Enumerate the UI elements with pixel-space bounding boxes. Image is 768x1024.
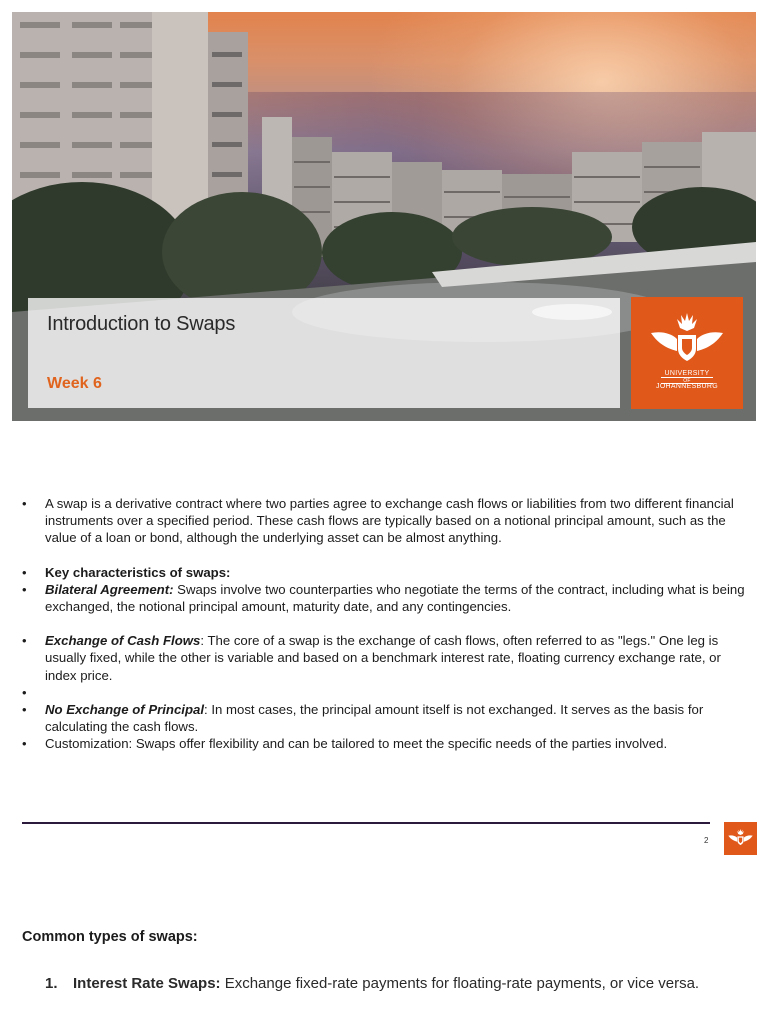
bullet-item (22, 632, 746, 684)
footer-divider (22, 822, 710, 824)
uj-logo (631, 297, 743, 409)
uj-crest-icon (727, 827, 754, 849)
bullet-item (22, 581, 746, 615)
bullet-bold-label: No Exchange of Principal (45, 702, 205, 718)
logo-text-johannesburg: JOHANNESBURG (656, 383, 718, 390)
list-item (45, 973, 725, 995)
bullet-text: Swaps involve two counterparties who negotiate the terms of the contract, including what is being exchanged, the notional principal amount, maturity date, and any contingencies. (45, 581, 745, 615)
list-text: Exchange fixed-rate payments for floating-rate payments, or vice versa. (220, 975, 700, 992)
bullet-item (22, 495, 746, 547)
slide-title: Introduction to Swaps (47, 313, 236, 335)
bullet-bold-label: Key characteristics of swaps: (45, 564, 231, 580)
bullet-item (22, 735, 746, 752)
bullet-item-empty (22, 684, 746, 701)
list-number: 1. (45, 975, 58, 992)
list-label: Interest Rate Swaps: (73, 975, 221, 992)
slide-subtitle: Week 6 (47, 375, 102, 392)
bullet-bold-label: Exchange of Cash Flows (45, 633, 201, 649)
swap-definition-bullets (22, 495, 746, 753)
bullet-text: : In most cases, the principal amount itself is not exchanged. It serves as the basis for calculating the cash flows. (45, 702, 704, 735)
swap-types-list (45, 973, 725, 995)
bullet-text: A swap is a derivative contract where two parties agree to exchange cash flows or liabilities from two different financial instruments over a specified period. These cash flows are typically based on a notional principal amount, such as the value of a loan or bond, although the underlying asset can be almost anything. (45, 496, 734, 546)
bullet-item (22, 701, 746, 735)
types-heading: Common types of swaps: (22, 929, 198, 945)
uj-crest-icon (647, 311, 727, 369)
logo-text-of: OF (683, 377, 691, 384)
footer-uj-logo (724, 822, 757, 855)
bullet-bold-label: Bilateral Agreement: (45, 581, 174, 597)
bullet-text: Customization: Swaps offer flexibility and can be tailored to meet the specific needs of the parties involved. (45, 736, 668, 752)
page-number: 2 (704, 836, 709, 845)
bullet-text: : The core of a swap is the exchange of cash flows, often referred to as "legs." One leg is usually fixed, while the other is variable and based on a benchmark interest rate, floating currency exchange rate, or index price. (45, 633, 721, 683)
bullet-item (22, 564, 746, 581)
logo-text-university: UNIVERSITY (664, 370, 710, 377)
